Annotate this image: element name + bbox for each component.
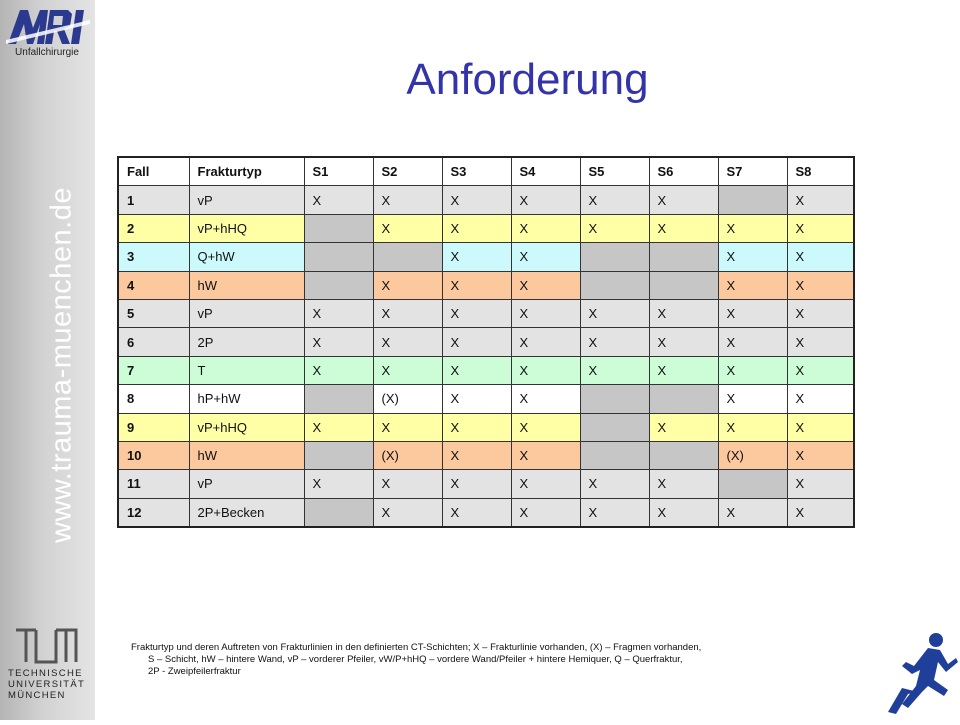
frakturtyp-cell: 2P: [189, 328, 304, 356]
slice-cell: [718, 186, 787, 214]
frakturtyp-cell: vP+hHQ: [189, 413, 304, 441]
department-label: Unfallchirurgie: [15, 47, 79, 58]
frakturtyp-cell: hW: [189, 441, 304, 469]
fracture-table: [117, 156, 855, 528]
fall-cell: 9: [118, 413, 189, 441]
slice-cell: X: [787, 498, 854, 527]
slice-cell: X: [718, 356, 787, 384]
slice-cell: [718, 470, 787, 498]
table-header-row: [118, 157, 854, 186]
slice-cell: X: [511, 328, 580, 356]
frakturtyp-cell: vP: [189, 186, 304, 214]
slice-cell: X: [649, 413, 718, 441]
column-header: S8: [787, 157, 854, 186]
slice-cell: X: [787, 385, 854, 413]
slice-cell: X: [442, 186, 511, 214]
slice-cell: [373, 243, 442, 271]
slice-cell: X: [718, 243, 787, 271]
tum-line-2: UNIVERSITÄT: [8, 679, 86, 690]
slice-cell: X: [373, 271, 442, 299]
slice-cell: X: [442, 441, 511, 469]
column-header: S4: [511, 157, 580, 186]
slice-cell: X: [649, 498, 718, 527]
slice-cell: X: [442, 498, 511, 527]
slice-cell: X: [649, 328, 718, 356]
table-row: [118, 385, 854, 413]
slice-cell: [649, 271, 718, 299]
table-row: [118, 243, 854, 271]
slice-cell: X: [511, 413, 580, 441]
slice-cell: X: [511, 243, 580, 271]
slice-cell: X: [511, 385, 580, 413]
slice-cell: X: [787, 214, 854, 242]
slice-cell: X: [373, 498, 442, 527]
slice-cell: X: [511, 214, 580, 242]
column-header: S6: [649, 157, 718, 186]
slice-cell: X: [511, 186, 580, 214]
slice-cell: [304, 498, 373, 527]
slice-cell: X: [442, 243, 511, 271]
slice-cell: (X): [373, 385, 442, 413]
slice-cell: [304, 385, 373, 413]
slice-cell: X: [442, 413, 511, 441]
slice-cell: X: [373, 356, 442, 384]
caption-line-1: Frakturtyp und deren Auftreten von Frakturlinien in den definierten CT-Schichten; X – Frakturlinie vorhanden, (X) – Fragmen vorhanden,: [131, 642, 702, 653]
slice-cell: X: [442, 470, 511, 498]
website-url[interactable]: www.trauma-muenchen.de: [45, 187, 78, 543]
column-header: Fall: [118, 157, 189, 186]
slice-cell: X: [787, 328, 854, 356]
slice-cell: X: [373, 470, 442, 498]
table-row: [118, 271, 854, 299]
slice-cell: X: [304, 413, 373, 441]
fall-cell: 4: [118, 271, 189, 299]
slice-cell: X: [511, 271, 580, 299]
fall-cell: 10: [118, 441, 189, 469]
slice-cell: [304, 243, 373, 271]
tum-logo: [8, 628, 88, 701]
frakturtyp-cell: vP: [189, 299, 304, 327]
slice-cell: [649, 441, 718, 469]
slice-cell: X: [580, 214, 649, 242]
table-row: [118, 356, 854, 384]
slice-cell: X: [580, 470, 649, 498]
slice-cell: X: [649, 186, 718, 214]
slice-cell: X: [442, 385, 511, 413]
slice-cell: X: [373, 299, 442, 327]
slice-cell: X: [304, 470, 373, 498]
slice-cell: [304, 214, 373, 242]
slice-cell: X: [787, 186, 854, 214]
mri-logo: [6, 6, 90, 46]
slice-cell: X: [718, 214, 787, 242]
table-row: [118, 186, 854, 214]
slice-cell: X: [718, 328, 787, 356]
fall-cell: 3: [118, 243, 189, 271]
slice-cell: X: [511, 498, 580, 527]
column-header: S2: [373, 157, 442, 186]
slice-cell: X: [580, 356, 649, 384]
slice-cell: [580, 243, 649, 271]
slice-cell: X: [787, 413, 854, 441]
tum-line-3: MÜNCHEN: [8, 690, 66, 701]
slice-cell: X: [442, 271, 511, 299]
fall-cell: 12: [118, 498, 189, 527]
frakturtyp-cell: vP: [189, 470, 304, 498]
slice-cell: [649, 385, 718, 413]
tum-mark-icon: [14, 628, 78, 664]
slice-cell: X: [373, 186, 442, 214]
slice-cell: X: [580, 299, 649, 327]
slice-cell: X: [442, 328, 511, 356]
slice-cell: X: [511, 441, 580, 469]
slice-cell: X: [511, 470, 580, 498]
slice-cell: [580, 441, 649, 469]
slice-cell: X: [511, 299, 580, 327]
slice-cell: [580, 271, 649, 299]
slice-cell: [580, 413, 649, 441]
slice-cell: X: [649, 470, 718, 498]
table-row: [118, 328, 854, 356]
table-caption: [131, 642, 861, 678]
slice-cell: [649, 243, 718, 271]
slice-cell: X: [304, 328, 373, 356]
slice-cell: X: [718, 385, 787, 413]
slice-cell: X: [373, 214, 442, 242]
slice-cell: X: [718, 271, 787, 299]
frakturtyp-cell: T: [189, 356, 304, 384]
slice-cell: X: [442, 214, 511, 242]
slice-cell: X: [442, 356, 511, 384]
slice-cell: X: [787, 299, 854, 327]
slice-cell: X: [373, 413, 442, 441]
slice-cell: X: [649, 214, 718, 242]
slice-cell: X: [649, 299, 718, 327]
slice-cell: X: [304, 356, 373, 384]
column-header: Frakturtyp: [189, 157, 304, 186]
column-header: S1: [304, 157, 373, 186]
table-row: [118, 441, 854, 469]
frakturtyp-cell: 2P+Becken: [189, 498, 304, 527]
column-header: S5: [580, 157, 649, 186]
fall-cell: 2: [118, 214, 189, 242]
slice-cell: X: [718, 413, 787, 441]
tum-line-1: TECHNISCHE: [8, 668, 83, 679]
table-row: [118, 470, 854, 498]
caption-line-2: S – Schicht, hW – hintere Wand, vP – vorderer Pfeiler, vW/P+hHQ – vordere Wand/Pfeiler + hintere Hemiquer, Q – Querfraktur,: [148, 654, 683, 665]
slice-cell: X: [649, 356, 718, 384]
slice-cell: X: [787, 441, 854, 469]
slice-cell: X: [787, 470, 854, 498]
table-row: [118, 498, 854, 527]
fall-cell: 8: [118, 385, 189, 413]
slice-cell: X: [304, 186, 373, 214]
slice-cell: X: [787, 243, 854, 271]
fall-cell: 11: [118, 470, 189, 498]
slice-cell: X: [373, 328, 442, 356]
slice-cell: X: [442, 299, 511, 327]
slice-cell: X: [580, 186, 649, 214]
slice-cell: [304, 441, 373, 469]
caption-line-3: 2P - Zweipfeilerfraktur: [148, 666, 241, 677]
runner-logo-icon: [878, 628, 960, 720]
table-row: [118, 299, 854, 327]
fall-cell: 6: [118, 328, 189, 356]
slice-cell: [304, 271, 373, 299]
frakturtyp-cell: hP+hW: [189, 385, 304, 413]
sidebar: [0, 0, 95, 720]
slice-cell: X: [511, 356, 580, 384]
column-header: S3: [442, 157, 511, 186]
frakturtyp-cell: vP+hHQ: [189, 214, 304, 242]
slice-cell: X: [304, 299, 373, 327]
slice-cell: X: [718, 498, 787, 527]
slice-cell: [580, 385, 649, 413]
slice-cell: X: [580, 498, 649, 527]
slice-cell: X: [787, 356, 854, 384]
table-row: [118, 214, 854, 242]
frakturtyp-cell: hW: [189, 271, 304, 299]
column-header: S7: [718, 157, 787, 186]
frakturtyp-cell: Q+hW: [189, 243, 304, 271]
slice-cell: X: [787, 271, 854, 299]
fall-cell: 7: [118, 356, 189, 384]
fall-cell: 5: [118, 299, 189, 327]
slice-cell: (X): [718, 441, 787, 469]
slice-cell: X: [718, 299, 787, 327]
fall-cell: 1: [118, 186, 189, 214]
slide-title: Anforderung: [406, 55, 649, 104]
slice-cell: X: [580, 328, 649, 356]
slice-cell: (X): [373, 441, 442, 469]
table-row: [118, 413, 854, 441]
